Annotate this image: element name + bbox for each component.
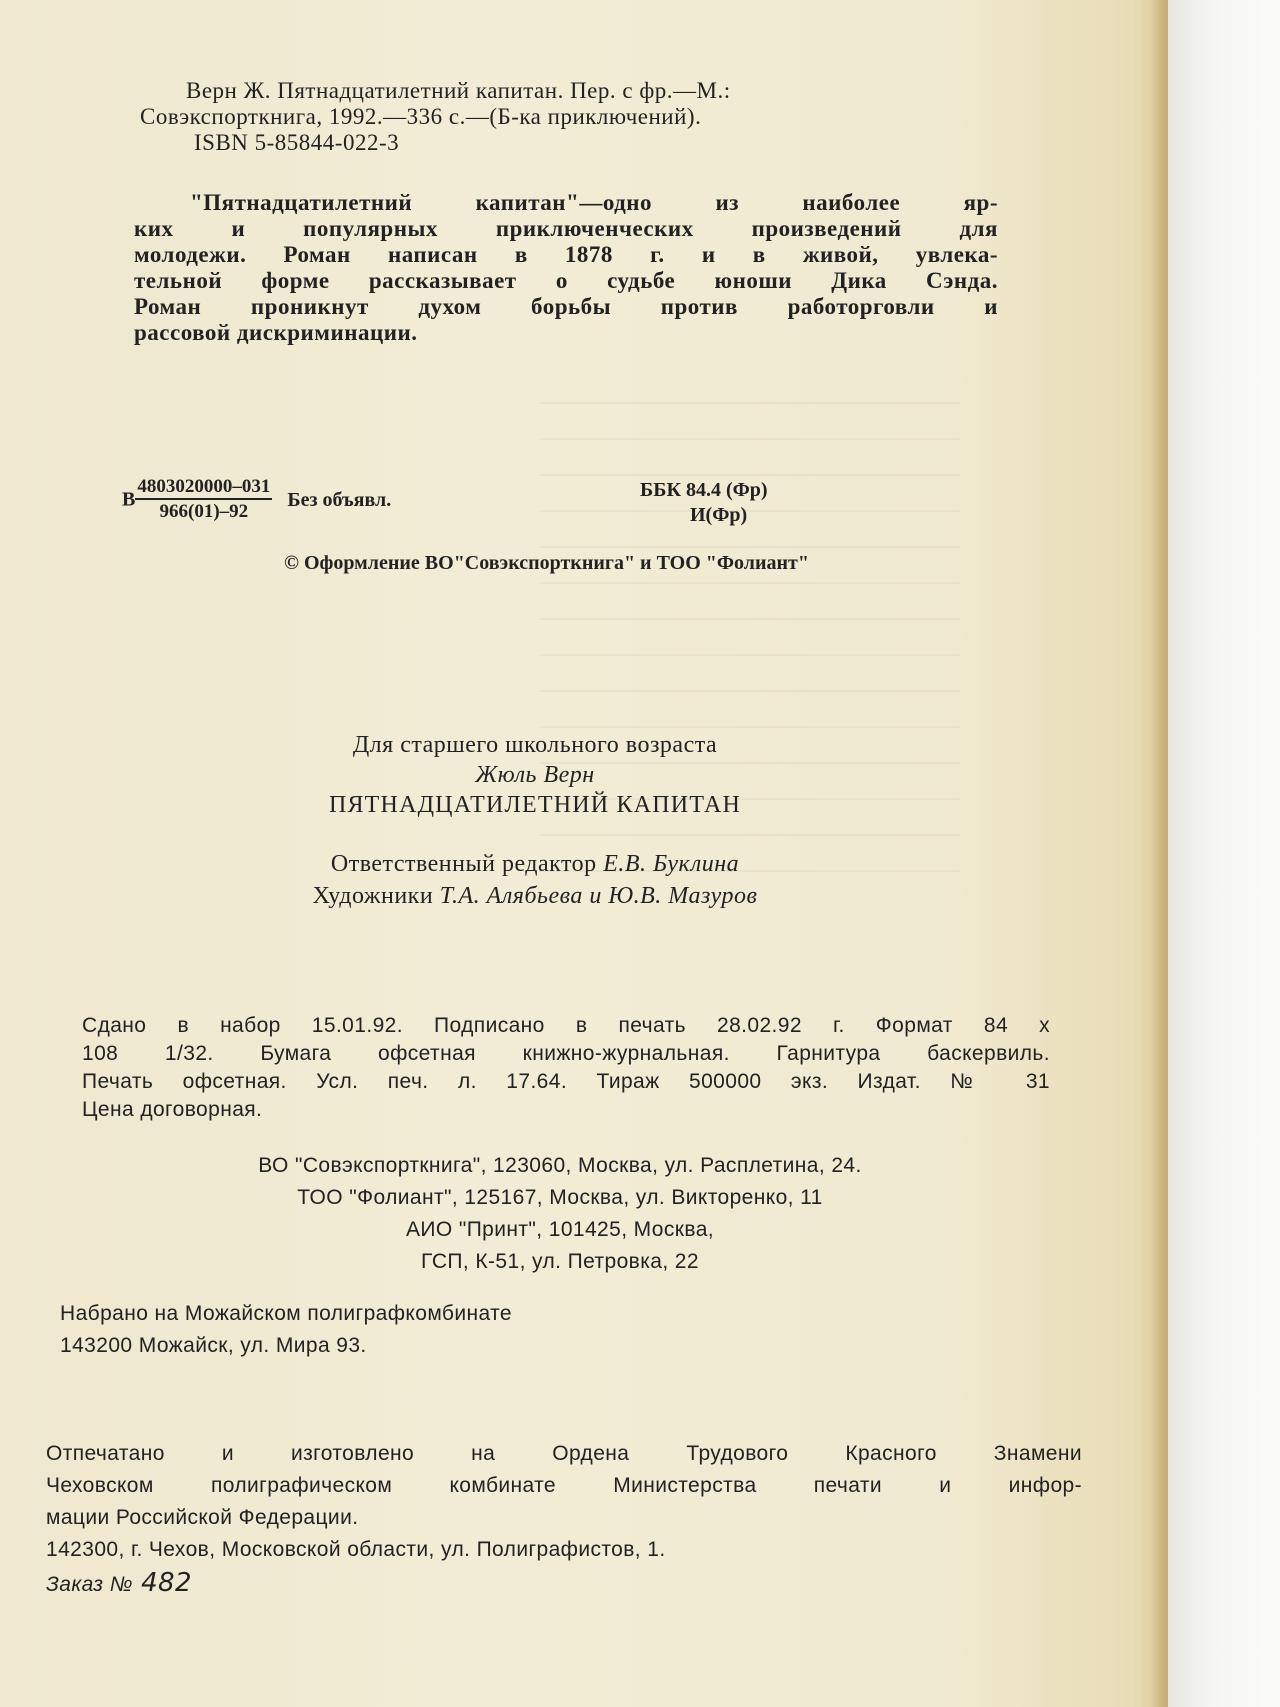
abstract-line: "Пятнадцатилетний капитан"—одно из наиболее яр-	[190, 190, 998, 215]
typeset-line-1: Набрано на Можайском полиграфкомбинате	[60, 1302, 512, 1325]
abstract-block	[134, 190, 998, 346]
copyright-line: © Оформление ВО"Совэкспорткнига" и ТОО "Фолиант"	[284, 552, 809, 574]
editor-credit	[70, 848, 1000, 880]
bbk-code: ББК 84.4 (Фр)	[640, 479, 768, 501]
code-fraction	[135, 476, 272, 524]
print-info-line: Сдано в набор 15.01.92. Подписано в печать 28.02.92 г. Формат 84 х	[82, 1014, 1050, 1037]
artists-credit	[70, 880, 1000, 912]
print-info-price: Цена договорная.	[82, 1098, 263, 1121]
typeset-block	[60, 1298, 512, 1362]
print-info-line: 108 1/32. Бумага офсетная книжно-журнальная. Гарнитура баскервиль.	[82, 1042, 1050, 1065]
bbk-block	[640, 478, 768, 528]
annotation-line-2: Совэкспорткнига, 1992.—336 с.—(Б-ка приключений).	[140, 104, 702, 129]
publisher-line: АИО "Принт", 101425, Москва,	[405, 1218, 715, 1241]
bbk-code-2: И(Фр)	[690, 504, 748, 526]
printed-block	[46, 1438, 1082, 1602]
code-denominator: 966(01)–92	[159, 501, 249, 522]
printed-line: 142300, г. Чехов, Московской области, ул. Полиграфистов, 1.	[46, 1538, 666, 1561]
age-rating: Для старшего школьного возраста	[352, 732, 718, 758]
facing-page-edge	[1168, 0, 1280, 1707]
publisher-line: ГСП, К-51, ул. Петровка, 22	[421, 1250, 699, 1273]
order-label: Заказ №	[46, 1573, 133, 1596]
artists-names: Т.А. Алябьева и Ю.В. Мазуров	[439, 883, 758, 909]
book-author: Жюль Верн	[475, 762, 595, 788]
abstract-line: Роман проникнут духом борьбы против работорговли и	[134, 294, 998, 319]
publisher-line: ТОО "Фолиант", 125167, Москва, ул. Викторенко, 11	[297, 1186, 823, 1209]
annotation-isbn: ISBN 5-85844-022-3	[194, 130, 400, 155]
code-numerator: 4803020000–031	[135, 476, 272, 500]
title-block	[150, 730, 1000, 912]
print-info-block	[82, 1012, 1050, 1124]
code-prefix: В	[122, 488, 136, 511]
book-title: ПЯТНАДЦАТИЛЕТНИЙ КАПИТАН	[328, 792, 742, 818]
printed-line: мации Российской Федерации.	[46, 1506, 359, 1529]
no-ads-label: Без объявл.	[287, 488, 392, 511]
order-number: 482	[141, 1568, 192, 1598]
abstract-line: тельной форме рассказывает о судьбе юноши Дика Сэнда.	[134, 268, 998, 293]
printed-line: Отпечатано и изготовлено на Ордена Трудового Красного Знамени	[46, 1442, 1082, 1465]
publisher-line: ВО "Совэкспорткнига", 123060, Москва, ул. Расплетина, 24.	[258, 1154, 862, 1177]
annotation-block	[140, 78, 940, 156]
abstract-line: рассовой дискриминации.	[134, 320, 418, 345]
artists-label: Художники	[312, 883, 434, 909]
abstract-line: ких и популярных приключенческих произведений для	[134, 216, 998, 241]
annotation-line-1: Верн Ж. Пятнадцатилетний капитан. Пер. с фр.—М.:	[186, 78, 731, 103]
editor-label: Ответственный редактор	[330, 851, 597, 877]
editor-name: Е.В. Буклина	[603, 851, 740, 877]
publishers-block	[80, 1150, 1040, 1278]
print-info-line: Печать офсетная. Усл. печ. л. 17.64. Тираж 500000 экз. Издат. № 31	[82, 1070, 1050, 1093]
order-line	[46, 1566, 1082, 1602]
abstract-line: молодежи. Роман написан в 1878 г. и в живой, увлека-	[134, 242, 998, 267]
typeset-line-2: 143200 Можайск, ул. Мира 93.	[60, 1334, 367, 1357]
printed-line: Чеховском полиграфическом комбинате Министерства печати и инфор-	[46, 1474, 1082, 1497]
